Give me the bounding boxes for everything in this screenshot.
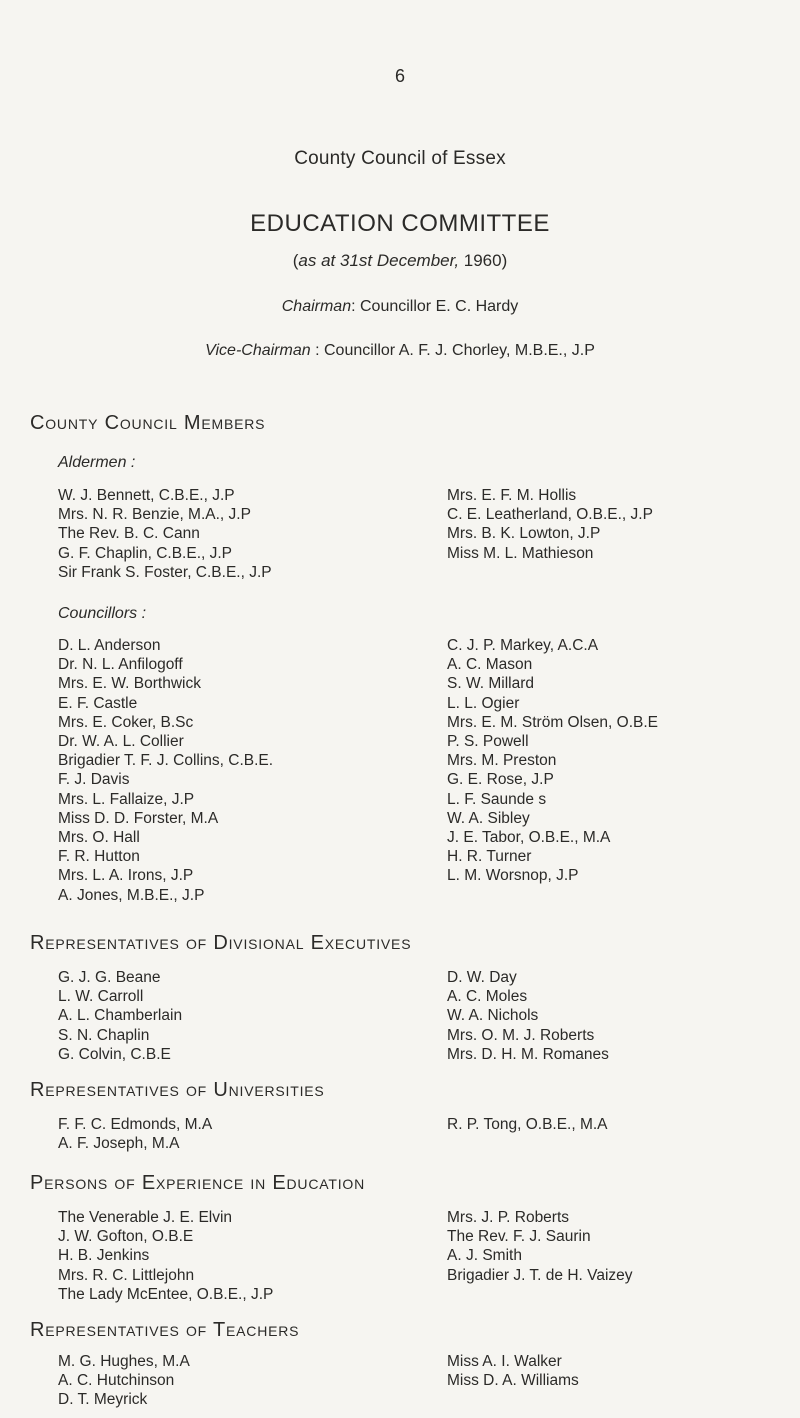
list-item: R. P. Tong, O.B.E., M.A <box>447 1116 608 1133</box>
list-item: W. A. Nichols <box>447 1007 539 1025</box>
aldermen-list-right <box>447 486 653 563</box>
list-item: F. J. Davis <box>58 771 130 789</box>
list-item: A. F. Joseph, M.A <box>58 1135 180 1153</box>
list-item: F. R. Hutton <box>58 848 140 866</box>
councillors-label: Councillors : <box>58 605 147 622</box>
teachers-list-right <box>447 1352 579 1390</box>
list-item: G. F. Chaplin, C.B.E., J.P <box>58 544 233 562</box>
vice-chairman-value: Councillor A. F. J. Chorley, M.B.E., J.P <box>323 342 595 359</box>
list-item: Mrs. O. Hall <box>58 829 140 847</box>
vice-chairman-label: Vice-Chairman <box>205 342 311 359</box>
list-item: Mrs. E. W. Borthwick <box>58 675 201 693</box>
list-item: H. B. Jenkins <box>58 1247 150 1265</box>
list-item: The Rev. F. J. Saurin <box>447 1228 591 1246</box>
council-title: County Council of Essex <box>294 148 506 169</box>
list-item: Mrs. E. M. Ström Olsen, O.B.E <box>447 713 659 731</box>
list-item: J. W. Gofton, O.B.E <box>58 1228 194 1246</box>
list-item: A. C. Hutchinson <box>58 1372 175 1390</box>
list-item: Mrs. O. M. J. Roberts <box>447 1026 595 1044</box>
section-heading-universities: Representatives of Universities <box>30 1079 325 1101</box>
list-item: D. T. Meyrick <box>58 1391 148 1409</box>
list-item: L. F. Saunde s <box>447 790 547 808</box>
list-item: C. E. Leatherland, O.B.E., J.P <box>447 506 653 524</box>
divisional-executives-list-left <box>58 968 182 1064</box>
list-item: F. F. C. Edmonds, M.A <box>58 1116 213 1133</box>
chairman-value: Councillor E. C. Hardy <box>359 298 519 315</box>
chairman-line <box>0 298 800 316</box>
list-item: D. W. Day <box>447 969 517 986</box>
list-item: Brigadier J. T. de H. Vaizey <box>447 1266 633 1284</box>
list-item: Miss D. A. Williams <box>447 1372 579 1390</box>
list-item: Mrs. B. K. Lowton, J.P <box>447 525 601 543</box>
as-at-text: as at 31st December, <box>298 251 460 270</box>
list-item: The Venerable J. E. Elvin <box>58 1209 233 1226</box>
list-item: G. J. G. Beane <box>58 969 161 986</box>
list-item: W. A. Sibley <box>447 809 530 827</box>
experience-list-left <box>58 1208 273 1304</box>
councillors-list-right <box>447 636 658 886</box>
aldermen-list-left <box>58 486 272 582</box>
divisional-executives-list-right <box>447 968 609 1064</box>
list-item: Mrs. L. Fallaize, J.P <box>58 790 195 808</box>
list-item: Mrs. M. Preston <box>447 752 557 770</box>
list-item: Brigadier T. F. J. Collins, C.B.E. <box>58 752 274 770</box>
vice-chairman-sep: : <box>310 342 324 359</box>
list-item: Mrs. E. F. M. Hollis <box>447 487 577 504</box>
list-item: G. E. Rose, J.P <box>447 771 554 789</box>
page-number: 6 <box>394 66 405 86</box>
list-item: Miss A. I. Walker <box>447 1353 562 1370</box>
list-item: The Rev. B. C. Cann <box>58 525 200 543</box>
list-item: H. R. Turner <box>447 848 532 866</box>
list-item: Sir Frank S. Foster, C.B.E., J.P <box>58 563 272 581</box>
chairman-label: Chairman <box>281 298 352 315</box>
list-item: S. W. Millard <box>447 675 534 693</box>
committee-title: EDUCATION COMMITTEE <box>250 210 550 237</box>
teachers-list-left <box>58 1352 190 1410</box>
list-item: Miss M. L. Mathieson <box>447 544 594 562</box>
list-item: Dr. N. L. Anfilogoff <box>58 656 183 674</box>
list-item: A. C. Moles <box>447 988 528 1006</box>
councillors-list-left <box>58 636 273 905</box>
section-heading-divisional-executives: Representatives of Divisional Executives <box>30 932 412 954</box>
list-item: A. L. Chamberlain <box>58 1007 183 1025</box>
list-item: The Lady McEntee, O.B.E., J.P <box>58 1285 274 1303</box>
experience-list-right <box>447 1208 633 1285</box>
list-item: Dr. W. A. L. Collier <box>58 733 184 751</box>
list-item: L. M. Worsnop, J.P <box>447 867 579 885</box>
list-item: Mrs. J. P. Roberts <box>447 1209 570 1226</box>
list-item: G. Colvin, C.B.E <box>58 1045 171 1063</box>
list-item: Mrs. L. A. Irons, J.P <box>58 867 194 885</box>
as-at-open: ( <box>292 251 299 270</box>
vice-chairman-line <box>0 342 800 360</box>
list-item: Mrs. D. H. M. Romanes <box>447 1045 609 1063</box>
list-item: J. E. Tabor, O.B.E., M.A <box>447 829 611 847</box>
list-item: W. J. Bennett, C.B.E., J.P <box>58 487 235 504</box>
list-item: A. C. Mason <box>447 656 533 674</box>
list-item: A. J. Smith <box>447 1247 522 1265</box>
list-item: A. Jones, M.B.E., J.P <box>58 886 205 904</box>
list-item: P. S. Powell <box>447 733 529 751</box>
as-at-date <box>0 251 800 271</box>
section-heading-experience: Persons of Experience in Education <box>30 1172 365 1194</box>
list-item: S. N. Chaplin <box>58 1026 150 1044</box>
aldermen-label: Aldermen : <box>58 454 136 471</box>
list-item: Mrs. R. C. Littlejohn <box>58 1266 195 1284</box>
chairman-sep: : <box>351 298 360 315</box>
list-item: Miss D. D. Forster, M.A <box>58 809 219 827</box>
list-item: M. G. Hughes, M.A <box>58 1353 190 1370</box>
list-item: L. L. Ogier <box>447 694 520 712</box>
list-item: Mrs. N. R. Benzie, M.A., J.P <box>58 506 251 524</box>
list-item: D. L. Anderson <box>58 637 161 654</box>
as-at-year: 1960) <box>459 251 508 270</box>
section-heading-teachers: Representatives of Teachers <box>30 1319 300 1341</box>
list-item: C. J. P. Markey, A.C.A <box>447 637 599 654</box>
list-item: Mrs. E. Coker, B.Sc <box>58 713 194 731</box>
universities-list-left <box>58 1115 212 1153</box>
list-item: E. F. Castle <box>58 694 138 712</box>
list-item: L. W. Carroll <box>58 988 144 1006</box>
universities-list-right <box>447 1115 608 1134</box>
section-heading-county-council-members: County Council Members <box>30 412 266 434</box>
